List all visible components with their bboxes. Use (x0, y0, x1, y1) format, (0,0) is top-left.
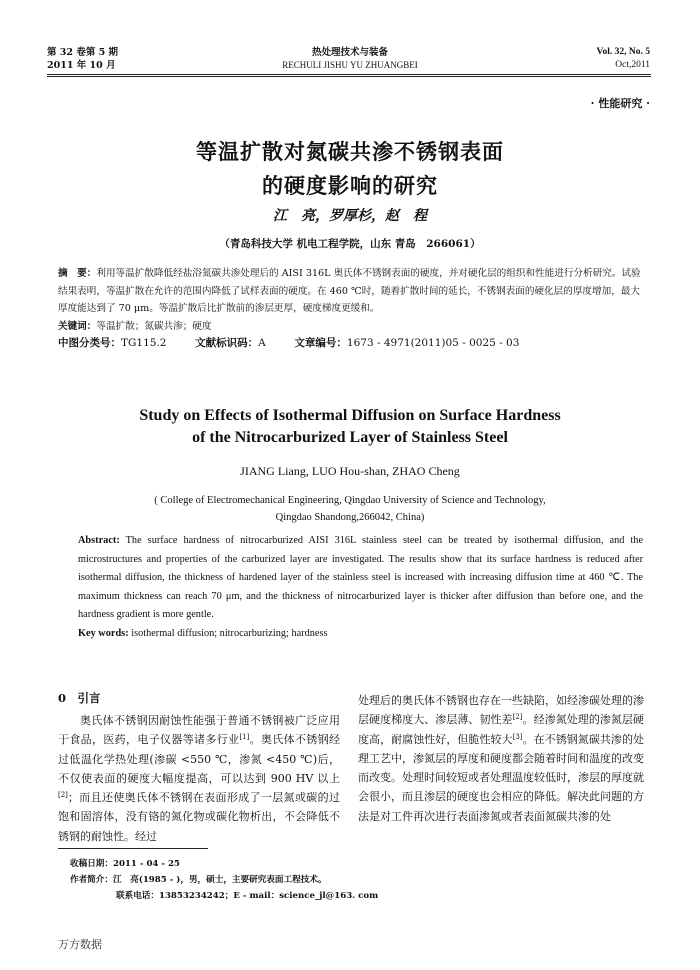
header-journal-issue: 第 32 卷第 5 期 2011 年 10 月 (47, 47, 119, 71)
ref-2: [2] (58, 791, 68, 800)
abstract-en (78, 532, 643, 643)
affiliation-cn: （青岛科技大学 机电工程学院，山东 青岛 266061） (219, 238, 481, 250)
footnote-rule (58, 848, 208, 849)
title-en-line1: Study on Effects of Isothermal Diffusion on Surface Hardness (139, 407, 561, 424)
intro-right-column: 处理后的奥氏体不锈钢也存在一些缺陷，如经渗碳处理的渗层硬度梯度大、渗层薄、韧性差[2]。经渗氮处理的渗氮层硬度高，耐腐蚀性好，但脆性较大[3]。在不锈钢氮碳共渗的处理工艺中，渗氮层的厚度和硬度都会随着时间和温度的改变而改变。处理时间较短或者处理温度较低时，渗层的厚度就会很小，而且渗层的硬度也会相应的降低。解决此问题的方法是对工件再次进行表面渗氮或者表面氮碳共渗的处 (358, 694, 645, 823)
title-en-line2: of the Nitrocarburized Layer of Stainless Steel (192, 429, 508, 446)
authors-cn: 江 亮，罗厚杉，赵 程 (273, 208, 427, 224)
keywords-cn: 关键词：等温扩散；氮碳共渗；硬度 (58, 320, 212, 332)
classification-line: 中图分类号：TG115.2 文献标识码：A 文章编号：1673 - 4971(2011)05 - 0025 - 03 (58, 337, 520, 349)
ref-3: [2] (512, 713, 523, 722)
title-cn-line2: 的硬度影响的研究 (262, 173, 438, 198)
abstract-cn-text: 利用等温扩散降低经盐浴氮碳共渗处理后的 AISI 316L 奥氏体不锈钢表面的硬度，并对硬化层的组织和性能进行分析研究。试验结果表明，等温扩散在允许的范围内降低了试样表面的硬度。在 460 ℃时，随着扩散时间的延长，不锈钢表面的硬化层的厚度增加，最大厚度能达到了 70 μm。等温扩散后比扩散前的渗层更厚，硬度梯度更缓和。 (58, 268, 641, 314)
section-tag: · 性能研究 · (590, 97, 650, 110)
header-rule-top (47, 74, 651, 75)
authors-en: JIANG Liang, LUO Hou-shan, ZHAO Cheng (240, 464, 460, 478)
abstract-cn (58, 265, 643, 353)
ref-4: [3] (512, 732, 523, 741)
intro-left-column: 奥氏体不锈钢因耐蚀性能强于普通不锈钢被广泛应用于食品，医药，电子仪器等诸多行业[1]。奥氏体不锈钢经过低温化学热处理(渗碳 <550 ℃，渗氮 <450 ℃)后，不仅使表面的硬度大幅度提高，可以达到 900 HV 以上[2]；而且还使奥氏体不锈钢在表面形成了一层氮或碳的过饱和固溶体，没有铬的氮化物或碳化物析出，不会降低不锈钢的耐蚀性。经过 (58, 714, 341, 843)
title-cn-line1: 等温扩散对氮碳共渗不锈钢表面 (196, 139, 504, 164)
header-rule-bottom (47, 76, 651, 77)
abstract-en-text: The surface hardness of nitrocarburized AISI 316L stainless steel can be treated by isothermal diffusion, and the microstructures and properties of the carburized layer are investigated. The results show that its surface hardness is reduced after isothermal diffusion, the thickness of hardened layer of the stainless steel is increased with increasing diffusion time at 460 ℃. The maximum thickness can reach 70 μm, and the thickness of nitrocarburized layer is thicker after diffusion than before one, and the hardness gradient is more gentle. (78, 535, 644, 620)
section-heading-intro: 0 引言 (58, 691, 101, 705)
footnote-contact: 联系电话：13853234242；E - mail：science_jl@163. com (116, 891, 379, 901)
watermark: 万方数据 (58, 938, 102, 951)
footnote-received: 收稿日期：2011 - 04 - 25 (70, 859, 180, 869)
footnote (70, 856, 378, 904)
header-volume: Vol. 32, No. 5 Oct,2011 (596, 47, 650, 70)
header-journal-name: 热处理技术与装备 RECHULI JISHU YU ZHUANGBEI (282, 47, 418, 70)
affiliation-en: ( College of Electromechanical Engineering, Qingdao University of Science and Technology, Qingdao Shandong,266042, China) (154, 495, 546, 523)
abstract-cn-label: 摘 要： (58, 268, 97, 279)
ref-1: [1] (239, 733, 250, 742)
keywords-en: Key words: isothermal diffusion; nitrocarburizing; hardness (78, 627, 328, 639)
footnote-bio: 作者简介：江 亮(1985 - )，男，硕士，主要研究表面工程技术。 (70, 875, 327, 885)
abstract-en-label: Abstract: (78, 535, 120, 546)
